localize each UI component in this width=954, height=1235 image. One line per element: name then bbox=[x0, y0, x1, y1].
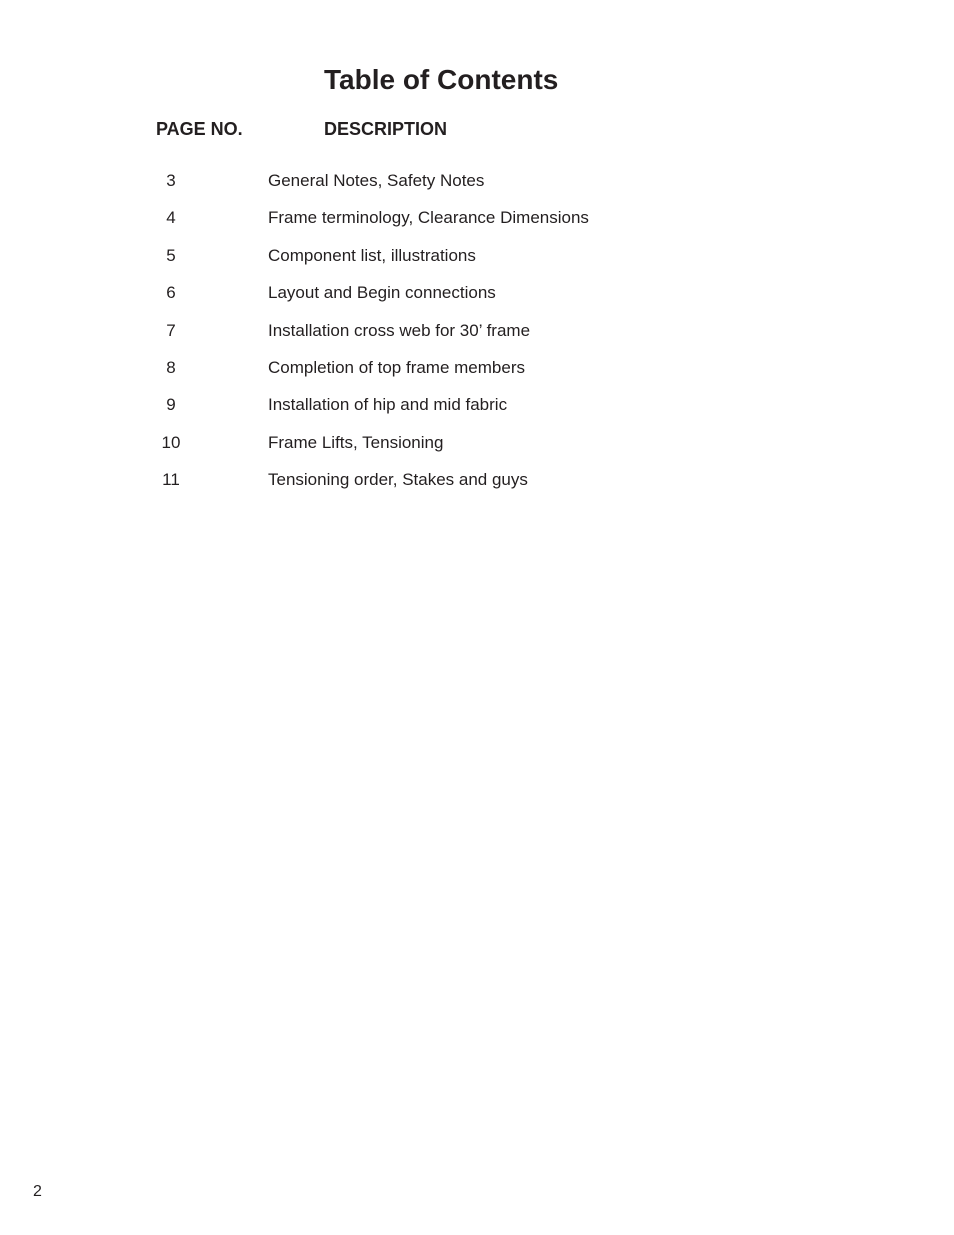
toc-description: Installation of hip and mid fabric bbox=[268, 395, 508, 415]
toc-description: Frame terminology, Clearance Dimensions bbox=[268, 208, 589, 228]
toc-description: General Notes, Safety Notes bbox=[268, 171, 485, 190]
toc-entry bbox=[0, 168, 954, 205]
toc-entry bbox=[0, 318, 954, 355]
toc-page-number: 8 bbox=[166, 357, 176, 377]
toc-page-number: 11 bbox=[162, 470, 180, 490]
toc-description: Tensioning order, Stakes and guys bbox=[268, 470, 528, 490]
toc-page-number: 4 bbox=[166, 208, 176, 228]
description-header: DESCRIPTION bbox=[324, 119, 448, 139]
toc-page-number: 5 bbox=[166, 245, 176, 265]
toc-description: Layout and Begin connections bbox=[268, 283, 496, 303]
footer-page-number: 2 bbox=[33, 1183, 42, 1200]
toc-entry bbox=[0, 467, 954, 504]
toc-entry bbox=[0, 205, 954, 242]
toc-page-number: 10 bbox=[161, 432, 181, 452]
toc-page-number: 7 bbox=[166, 320, 176, 340]
toc-entry bbox=[0, 355, 954, 392]
toc-entry bbox=[0, 243, 954, 280]
toc-page-number: 6 bbox=[166, 283, 176, 303]
toc-description: Completion of top frame members bbox=[268, 357, 525, 377]
toc-entry bbox=[0, 430, 954, 467]
toc-description: Installation cross web for 30’ frame bbox=[268, 320, 531, 340]
toc-entry bbox=[0, 392, 954, 429]
toc-description: Frame Lifts, Tensioning bbox=[268, 432, 444, 452]
page-no-header: PAGE NO. bbox=[156, 119, 243, 139]
toc-page-number: 9 bbox=[166, 395, 176, 415]
toc-list bbox=[0, 168, 954, 505]
toc-page-number: 3 bbox=[166, 171, 176, 190]
toc-entry bbox=[0, 280, 954, 317]
page-title: Table of Contents bbox=[324, 64, 559, 95]
toc-description: Component list, illustrations bbox=[268, 245, 476, 265]
